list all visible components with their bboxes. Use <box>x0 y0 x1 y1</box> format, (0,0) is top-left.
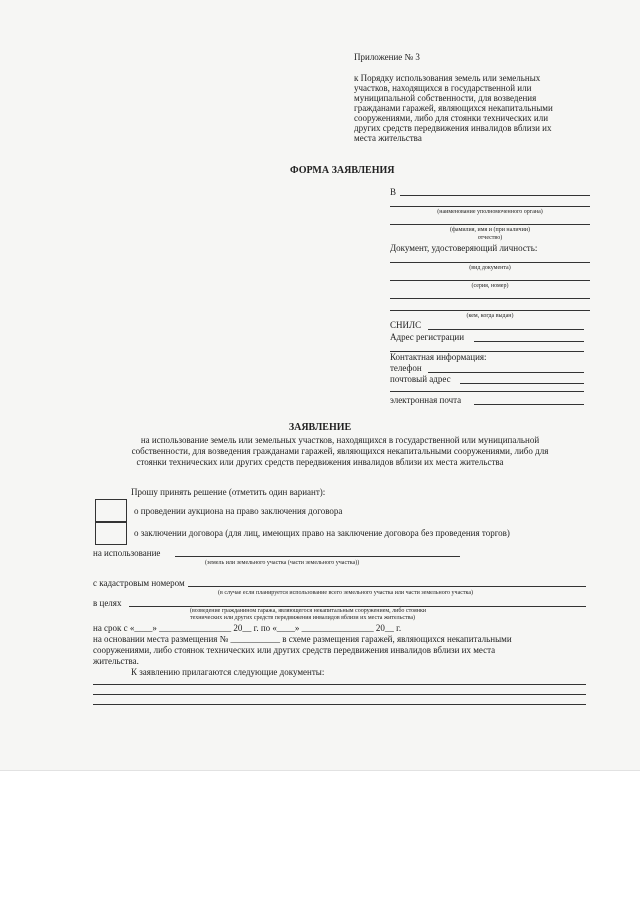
issued-caption: (кем, когда выдан) <box>466 313 514 319</box>
contact-label: Контактная информация: <box>390 352 487 362</box>
email-field[interactable] <box>474 404 584 405</box>
phone-field[interactable] <box>428 372 584 373</box>
reg-address-label: Адрес регистрации <box>390 332 465 342</box>
snils-field[interactable] <box>428 329 584 330</box>
contract-checkbox[interactable] <box>95 521 127 545</box>
options-prompt: Прошу принять решение (отметить один вариант): <box>131 487 326 497</box>
attachments-line-1[interactable] <box>93 684 586 685</box>
attachments-label: К заявлению прилагаются следующие документы: <box>131 667 325 677</box>
postal-field-2[interactable] <box>390 391 584 392</box>
order-ref-line: места жительства <box>354 133 422 143</box>
postal-label: почтовый адрес <box>390 374 451 384</box>
phone-label: телефон <box>390 363 422 373</box>
basis-line: сооружениями, либо стоянок технических или других средств передвижения инвалидов вблизи их места <box>93 645 496 655</box>
email-label: электронная почта <box>390 395 462 405</box>
to-prefix: В <box>390 187 397 197</box>
issued-field[interactable] <box>390 298 590 299</box>
auction-checkbox[interactable] <box>95 499 127 523</box>
name-caption-2: отчество) <box>477 235 503 241</box>
basis-line: на основании места размещения № ___________ в схеме размещения гаражей, являющихся некапитальными <box>93 634 512 644</box>
cadastral-label: с кадастровым номером <box>93 578 185 588</box>
option-contract: о заключении договора (для лиц, имеющих право на заключение договора без проведения торгов) <box>134 528 510 538</box>
organ-field[interactable] <box>400 195 590 196</box>
purpose-label: в целях <box>93 598 122 608</box>
basis-line: жительства. <box>93 656 139 666</box>
doc-type-field[interactable] <box>390 262 590 263</box>
name-field[interactable] <box>390 224 590 225</box>
statement-title: ЗАЯВЛЕНИЕ <box>288 422 352 433</box>
order-ref-line: сооружениями, либо для стоянки технических или <box>354 113 549 123</box>
attachments-line-3[interactable] <box>93 704 586 705</box>
statement-subtitle: на использование земель или земельных участков, находящихся в государственной или муниципальной <box>140 435 540 445</box>
order-ref-line: к Порядку использования земель или земельных <box>354 73 541 83</box>
organ-field-2[interactable] <box>390 206 590 207</box>
option-auction: о проведении аукциона на право заключения договора <box>134 506 343 516</box>
snils-label: СНИЛС <box>390 320 422 330</box>
reg-address-field[interactable] <box>474 341 584 342</box>
purpose-caption: (возведение гражданином гаража, являющегося некапитальным сооружением, либо стоянки <box>190 608 427 614</box>
use-label: на использование <box>93 548 161 558</box>
doc-type-caption: (вид документа) <box>469 265 511 271</box>
order-ref-line: других средств передвижения инвалидов вблизи их <box>354 123 552 133</box>
series-caption: (серия, номер) <box>471 283 509 289</box>
issued-field-2[interactable] <box>390 310 590 311</box>
doc-series-field[interactable] <box>390 280 590 281</box>
term-line: на срок с «____» ________________ 20__ г. по «____» ________________ 20__ г. <box>93 623 402 633</box>
purpose-caption-2: технических или других средств передвижения инвалидов вблизи их места жительства) <box>190 615 416 621</box>
statement-subtitle: стоянки технических или других средств передвижения инвалидов вблизи их места жительства <box>136 457 504 467</box>
order-ref-line: гражданами гаражей, являющихся некапитальными <box>354 103 553 113</box>
statement-subtitle: собственности, для возведения гражданами гаражей, являющихся некапитальными сооружениями, либо для <box>131 446 549 456</box>
name-caption: (фамилия, имя и (при наличии) <box>450 227 530 233</box>
postal-field[interactable] <box>460 383 584 384</box>
use-field[interactable] <box>175 556 460 557</box>
appendix-number: Приложение № 3 <box>354 52 420 62</box>
order-ref-line: муниципальной собственности, для возведения <box>354 93 537 103</box>
form-title: ФОРМА ЗАЯВЛЕНИЯ <box>290 165 395 176</box>
order-ref-line: участков, находящихся в государственной или <box>354 83 532 93</box>
id-doc-label: Документ, удостоверяющий личность: <box>390 243 538 253</box>
purpose-field[interactable] <box>129 606 586 607</box>
attachments-line-2[interactable] <box>93 694 586 695</box>
org-caption: (наименование уполномоченного органа) <box>437 209 543 215</box>
cadastral-caption: (в случае если планируется использование всего земельного участка или части земельного участка) <box>218 590 473 596</box>
use-caption: (земель или земельного участка (части земельного участка)) <box>205 560 360 566</box>
cadastral-field[interactable] <box>188 586 586 587</box>
